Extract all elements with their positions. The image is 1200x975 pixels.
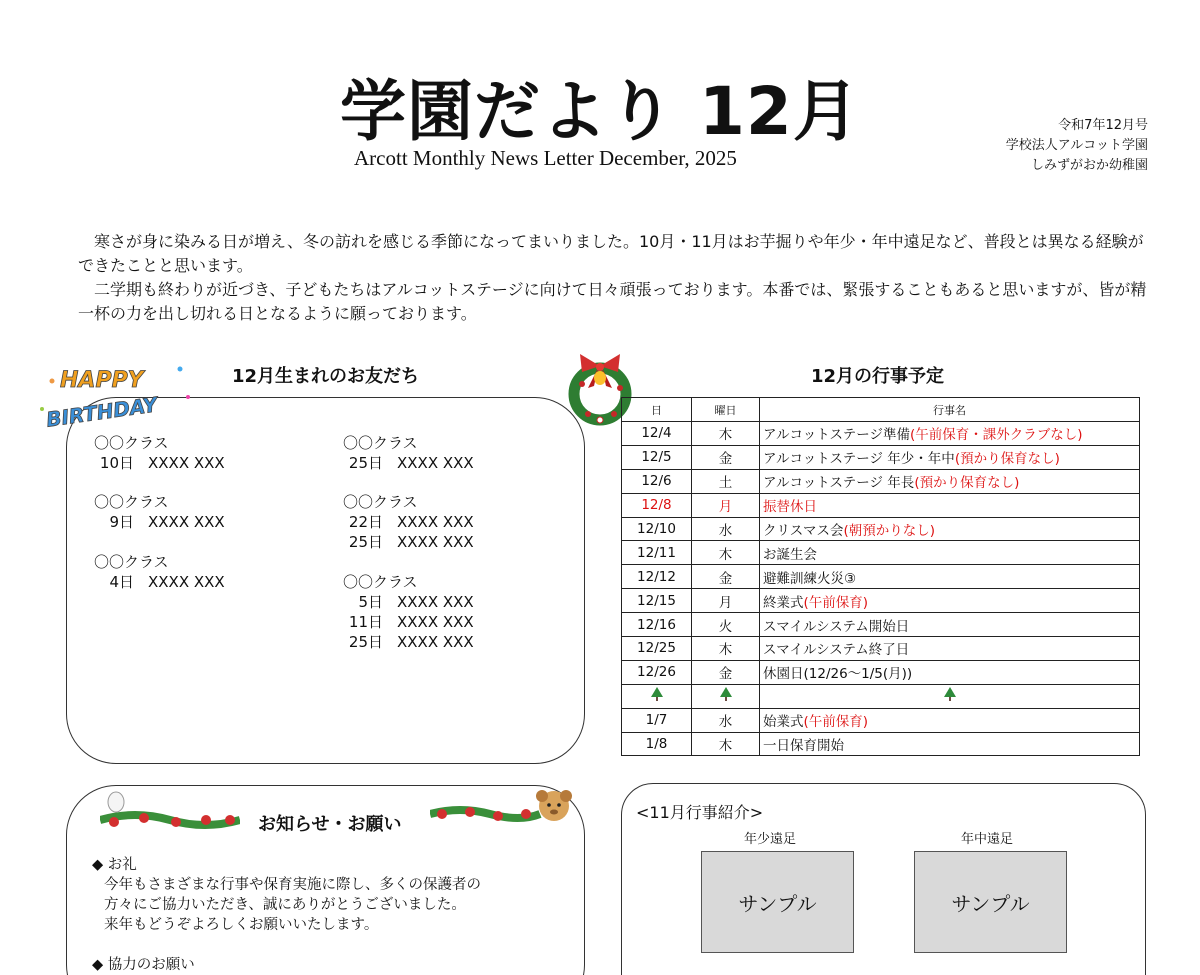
- event-name: [760, 637, 1140, 661]
- event-date-text: 12/10: [637, 521, 676, 537]
- tree-icon: [622, 684, 692, 708]
- event-date: [622, 422, 692, 446]
- decoration-text: BIRTHDAY: [44, 392, 159, 432]
- event-name: [760, 708, 1140, 732]
- event-name-text: アルコットステージ 年長: [763, 475, 915, 492]
- event-date-text: 12/26: [637, 664, 676, 681]
- event-name: [760, 660, 1140, 684]
- photo-caption: 年少遠足: [744, 832, 797, 847]
- school-name: しみずがおか幼稚園: [1030, 158, 1148, 173]
- table-row: [622, 732, 1140, 756]
- event-weekday-text: 金: [718, 570, 733, 587]
- birthday-day: 5日: [358, 593, 383, 611]
- event-date: [622, 660, 692, 684]
- table-row: [622, 517, 1140, 541]
- happy-birthday-decoration: [38, 357, 194, 433]
- event-date-text: 1/8: [645, 736, 668, 753]
- birthday-entry: [343, 453, 474, 473]
- event-name-text: 始業式: [763, 714, 804, 731]
- table-row: [622, 637, 1140, 661]
- birthday-day: 25日: [348, 454, 383, 472]
- table-row: [622, 684, 1140, 708]
- class-name: 〇〇クラス: [94, 553, 169, 571]
- notices-body: [92, 855, 481, 975]
- event-name-text: 避難訓練火災③: [763, 570, 857, 587]
- event-weekday: [692, 637, 760, 661]
- event-weekday: [692, 517, 760, 541]
- child-name: XXXX XXX: [397, 593, 474, 611]
- birthday-entry: [343, 512, 474, 532]
- table-row: [622, 493, 1140, 517]
- table-row: [622, 708, 1140, 732]
- event-name-text: アルコットステージ準備: [763, 427, 911, 444]
- event-name-text: 一日保育開始: [763, 738, 844, 755]
- events-table: [621, 397, 1140, 756]
- child-name: XXXX XXX: [148, 513, 225, 531]
- event-date-text: 12/25: [637, 640, 676, 657]
- event-weekday-text: 木: [718, 546, 733, 563]
- event-date-text: 12/4: [641, 425, 672, 442]
- class-name: 〇〇クラス: [343, 573, 418, 591]
- event-date-text: 12/15: [637, 592, 676, 609]
- notice-line: 来年もどうぞよろしくお願いいたします。: [104, 917, 379, 933]
- event-weekday: [692, 541, 760, 565]
- event-note: (預かり保育なし): [914, 475, 1020, 492]
- event-date-text: 12/5: [641, 449, 672, 466]
- event-weekday: [692, 732, 760, 756]
- birthday-class-group: [343, 572, 474, 652]
- event-name: [760, 469, 1140, 493]
- event-date: [622, 613, 692, 637]
- event-date: [622, 708, 692, 732]
- birthday-class-group: [343, 433, 474, 473]
- notice-line: 今年もさまざまな行事や保育実施に際し、多くの保護者の: [104, 877, 481, 893]
- event-date: [622, 637, 692, 661]
- event-weekday-text: 水: [718, 523, 733, 539]
- event-note: (朝預かりなし): [843, 523, 936, 539]
- child-name: XXXX XXX: [397, 533, 474, 551]
- intro-paragraph: 寒さが身に染みる日が増え、冬の訪れを感じる季節になってまいりました。10月・11月はお芋掘りや年少・年中遠足など、普段とは異なる経験ができたことと思います。: [78, 232, 1144, 275]
- event-name-text: お誕生会: [763, 546, 817, 563]
- notice-title: ◆ お礼: [92, 857, 137, 873]
- class-name: 〇〇クラス: [343, 493, 418, 511]
- birthday-heading: 12月生まれのお友だち: [232, 366, 420, 387]
- event-date: [622, 589, 692, 613]
- event-name: [760, 445, 1140, 469]
- event-weekday: [692, 445, 760, 469]
- event-name-text: 休園日(12/26〜1/5(月)): [763, 666, 913, 683]
- birthday-day: 4日: [109, 573, 134, 591]
- birthday-entry: [343, 532, 474, 552]
- event-weekday: [692, 469, 760, 493]
- event-weekday-text: 木: [718, 738, 733, 755]
- event-weekday-text: 火: [718, 618, 733, 635]
- birthday-day: 22日: [348, 513, 383, 531]
- event-weekday-text: 月: [718, 594, 733, 611]
- class-name: 〇〇クラス: [343, 434, 418, 452]
- child-name: XXXX XXX: [148, 454, 225, 472]
- issue-number: 令和7年12月号: [1058, 118, 1148, 133]
- event-name: [760, 613, 1140, 637]
- birthday-entry: [94, 512, 225, 532]
- decoration-text: HAPPY: [60, 368, 144, 393]
- birthday-class-group: [343, 492, 474, 552]
- table-row: [622, 422, 1140, 446]
- notice-title: ◆ 協力のお願い: [92, 957, 195, 973]
- birthday-entry: [343, 612, 474, 632]
- table-header-row: [622, 398, 1140, 422]
- event-name: [760, 422, 1140, 446]
- tree-icon: [692, 684, 760, 708]
- event-weekday: [692, 493, 760, 517]
- organization-name: 学校法人アルコット学園: [1005, 138, 1148, 153]
- event-note: (午前保育): [803, 594, 869, 611]
- photo-caption: 年中遠足: [961, 832, 1014, 847]
- event-note: (午前保育): [803, 714, 869, 731]
- event-weekday: [692, 708, 760, 732]
- events-heading: 12月の行事予定: [811, 366, 945, 387]
- class-name: 〇〇クラス: [94, 434, 169, 452]
- issue-info: [1006, 116, 1148, 176]
- birthday-entry: [343, 592, 474, 612]
- event-weekday-text: 金: [718, 666, 733, 683]
- event-date-text: 12/16: [637, 616, 676, 633]
- event-weekday-text: 土: [718, 475, 733, 492]
- table-row: [622, 613, 1140, 637]
- strawberry-garland-icon: [100, 790, 240, 834]
- newsletter-title: 学園だより 12月: [340, 73, 860, 150]
- column-header: 行事名: [760, 398, 1140, 422]
- photo-placeholder: サンプル: [914, 851, 1067, 953]
- event-name-text: クリスマス会: [763, 523, 844, 539]
- event-note: (預かり保育なし): [954, 451, 1060, 468]
- event-weekday: [692, 613, 760, 637]
- event-name-text: アルコットステージ 年少・年中: [763, 451, 955, 468]
- november-events-heading: <11月行事紹介>: [636, 803, 764, 822]
- event-weekday-text: 木: [718, 642, 733, 659]
- event-date-text: 12/8: [641, 497, 672, 514]
- event-name-text: スマイルシステム終了日: [763, 642, 910, 659]
- birthday-day: 10日: [99, 454, 134, 472]
- table-row: [622, 589, 1140, 613]
- event-name-text: 終業式: [763, 594, 804, 611]
- event-name-text: 振替休日: [763, 499, 817, 516]
- event-date: [622, 445, 692, 469]
- event-weekday-text: 水: [718, 714, 733, 731]
- child-name: XXXX XXX: [148, 573, 225, 591]
- class-name: 〇〇クラス: [94, 493, 169, 511]
- table-row: [622, 565, 1140, 589]
- event-date: [622, 732, 692, 756]
- event-date: [622, 469, 692, 493]
- column-header: 日: [622, 398, 692, 422]
- birthday-entry: [94, 453, 225, 473]
- event-name-text: スマイルシステム開始日: [763, 618, 910, 635]
- event-date-text: 12/12: [637, 568, 676, 585]
- intro-paragraph: 二学期も終わりが近づき、子どもたちはアルコットステージに向けて日々頑張っております。本番では、緊張することもあると思いますが、皆が精一杯の力を出し切れる日となるように願っております。: [78, 280, 1147, 323]
- child-name: XXXX XXX: [397, 513, 474, 531]
- birthday-day: 25日: [348, 633, 383, 651]
- birthday-class-group: [94, 433, 225, 473]
- photo-placeholder: サンプル: [701, 851, 854, 953]
- event-note: (午前保育・課外クラブなし): [910, 427, 1083, 444]
- event-date-text: 1/7: [645, 712, 668, 729]
- tree-icon: [760, 684, 1140, 708]
- table-row: [622, 660, 1140, 684]
- event-name: [760, 589, 1140, 613]
- event-name: [760, 565, 1140, 589]
- event-name: [760, 517, 1140, 541]
- birthday-day: 11日: [348, 613, 383, 631]
- event-name: [760, 541, 1140, 565]
- birthday-entry: [94, 572, 225, 592]
- event-date: [622, 493, 692, 517]
- event-date: [622, 541, 692, 565]
- birthday-entry: [343, 632, 474, 652]
- newsletter-subtitle: Arcott Monthly News Letter December, 2025: [354, 146, 737, 170]
- table-row: [622, 541, 1140, 565]
- table-row: [622, 469, 1140, 493]
- notices-heading: お知らせ・お願い: [258, 814, 402, 835]
- table-row: [622, 445, 1140, 469]
- child-name: XXXX XXX: [397, 454, 474, 472]
- event-weekday-text: 木: [718, 427, 733, 444]
- event-weekday-text: 金: [718, 451, 733, 468]
- strawberry-garland-icon: [430, 786, 575, 830]
- birthday-class-group: [94, 552, 225, 592]
- event-date: [622, 517, 692, 541]
- child-name: XXXX XXX: [397, 613, 474, 631]
- event-name: [760, 493, 1140, 517]
- birthday-day: 9日: [109, 513, 134, 531]
- event-date-text: 12/6: [641, 473, 672, 490]
- birthday-day: 25日: [348, 533, 383, 551]
- event-weekday: [692, 422, 760, 446]
- event-date-text: 12/11: [637, 544, 676, 561]
- event-weekday: [692, 660, 760, 684]
- event-weekday-text: 月: [718, 499, 733, 516]
- child-name: XXXX XXX: [397, 633, 474, 651]
- event-date: [622, 565, 692, 589]
- event-weekday: [692, 589, 760, 613]
- intro-text: [78, 230, 1148, 326]
- birthday-class-group: [94, 492, 225, 532]
- notice-line: 方々にご協力いただき、誠にありがとうございました。: [104, 897, 466, 913]
- event-weekday: [692, 565, 760, 589]
- event-name: [760, 732, 1140, 756]
- column-header: 曜日: [692, 398, 760, 422]
